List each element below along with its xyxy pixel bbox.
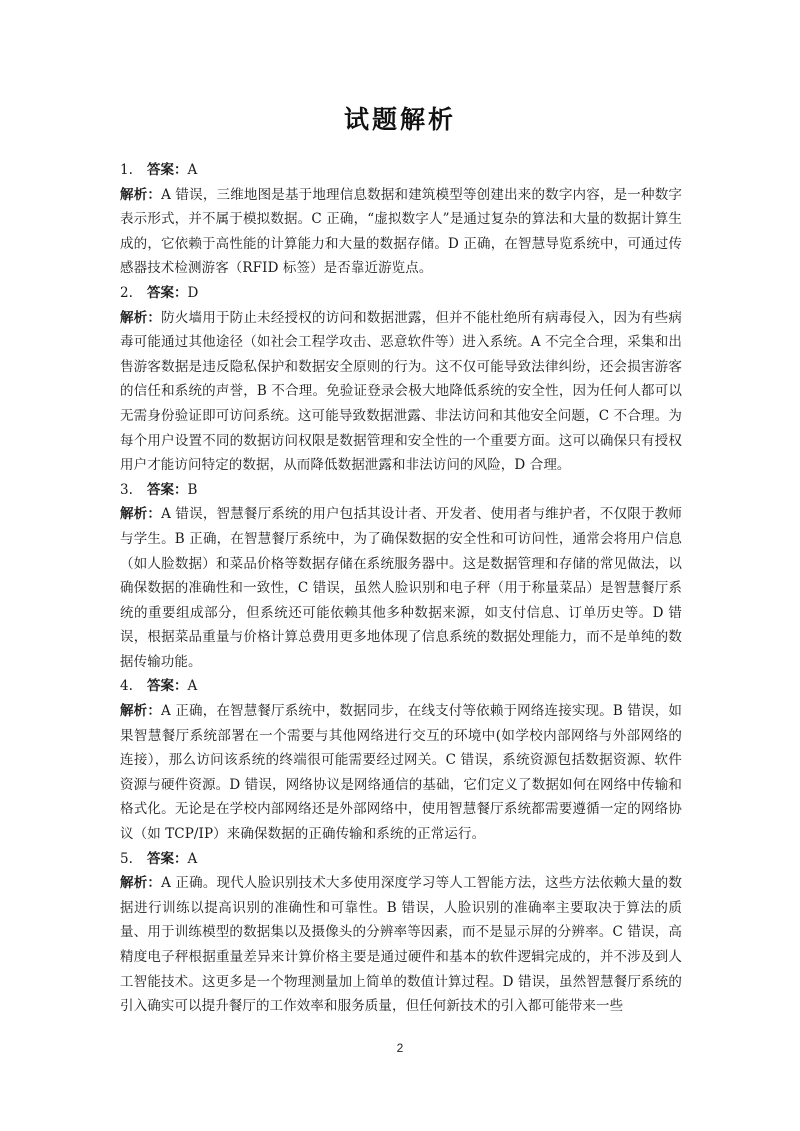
answer-value: B bbox=[187, 481, 198, 498]
analysis-text: A 正确，在智慧餐厅系统中，数据同步，在线支付等依赖于网络连接实现。B 错误，如果智慧餐厅系统部署在一个需要与其他网络进行交互的环境中(如学校内部网络与外部网络的连接），那么访问该系统的终端很可能需要经过网关。C 错误，系统资源包括数据资源、软件资源与硬件资源。D 错误，网络协议是网络通信的基础，它们定义了数据如何在网络中传输和格式化。无论是在学校内部网络还是外部网络中，使用智慧餐厅系统都需要遵循一定的网络协议（如 TCP/IP）来确保数据的正确传输和系统的正常运行。 bbox=[120, 703, 682, 843]
answer-value: A bbox=[187, 850, 198, 867]
answer-value: A bbox=[187, 678, 198, 695]
question-item bbox=[120, 158, 682, 281]
question-item bbox=[120, 281, 682, 478]
analysis-label: 解析： bbox=[120, 186, 162, 203]
analysis-paragraph bbox=[120, 183, 682, 281]
question-item bbox=[120, 847, 682, 1019]
analysis-paragraph bbox=[120, 502, 682, 674]
analysis-text: A 错误，智慧餐厅系统的用户包括其设计者、开发者、使用者与维护者，不仅限于教师与学生。B 正确，在智慧餐厅系统中，为了确保数据的安全性和可访问性，通常会将用户信息（如人脸数据）和菜品价格等数据存储在系统服务器中。这是数据管理和存储的常见做法，以确保数据的准确性和一致性，C 错误，虽然人脸识别和电子秤（用于称量菜品）是智慧餐厅系统的重要组成部分，但系统还可能依赖其他多种数据来源，如支付信息、订单历史等。D 错误，根据菜品重量与价格计算总费用更多地体现了信息系统的数据处理能力，而不是单纯的数据传输功能。 bbox=[120, 506, 682, 670]
question-header bbox=[120, 158, 682, 183]
analysis-paragraph bbox=[120, 699, 682, 847]
question-header bbox=[120, 281, 682, 306]
analysis-label: 解析： bbox=[120, 506, 162, 523]
question-number: 5. bbox=[120, 850, 133, 867]
question-item bbox=[120, 674, 682, 846]
analysis-label: 解析： bbox=[120, 309, 162, 326]
analysis-text: A 正确。现代人脸识别技术大多使用深度学习等人工智能方法，这些方法依赖大量的数据进行训练以提高识别的准确性和可靠性。B 错误，人脸识别的准确率主要取决于算法的质量、用于训练模型的数据集以及摄像头的分辨率等因素，而不是显示屏的分辨率。C 错误，高精度电子秤根据重量差异来计算价格主要是通过硬件和基本的软件逻辑完成的，并不涉及到人工智能技术。这更多是一个物理测量加上简单的数值计算过程。D 错误，虽然智慧餐厅系统的引入确实可以提升餐厅的工作效率和服务质量，但任何新技术的引入都可能带来一些 bbox=[120, 875, 682, 1015]
answer-label: 答案： bbox=[147, 850, 188, 867]
question-header bbox=[120, 674, 682, 699]
analysis-text: A 错误，三维地图是基于地理信息数据和建筑模型等创建出来的数字内容，是一种数字表示形式，并不属于模拟数据。C 正确，“虚拟数字人”是通过复杂的算法和大量的数据计算生成的，它依赖于高性能的计算能力和大量的数据存储。D 正确，在智慧导览系统中，可通过传感器技术检测游客（RFID 标签）是否靠近游览点。 bbox=[120, 186, 682, 277]
answer-label: 答案： bbox=[147, 481, 188, 498]
question-number: 4. bbox=[120, 678, 133, 695]
answer-analysis-list bbox=[120, 158, 682, 1019]
answer-value: A bbox=[187, 162, 198, 178]
page-number: 2 bbox=[396, 1041, 404, 1055]
page-title: 试题解析 bbox=[343, 105, 456, 134]
analysis-label: 解析： bbox=[120, 703, 162, 720]
analysis-paragraph bbox=[120, 306, 682, 478]
question-number: 2. bbox=[120, 284, 133, 301]
answer-label: 答案： bbox=[147, 678, 188, 695]
answer-value: D bbox=[187, 284, 199, 301]
answer-label: 答案： bbox=[147, 162, 188, 178]
answer-label: 答案： bbox=[147, 284, 188, 301]
question-header bbox=[120, 478, 682, 503]
question-header bbox=[120, 847, 682, 872]
analysis-paragraph bbox=[120, 871, 682, 1019]
analysis-text: 防火墙用于防止未经授权的访问和数据泄露，但并不能杜绝所有病毒侵入，因为有些病毒可能通过其他途径（如社会工程学攻击、恶意软件等）进入系统。A 不完全合理，采集和出售游客数据是违反隐私保护和数据安全原则的行为。这不仅可能导致法律纠纷，还会损害游客的信任和系统的声誉，B 不合理。免验证登录会极大地降低系统的安全性，因为任何人都可以无需身份验证即可访问系统。这可能导致数据泄露、非法访问和其他安全问题，C 不合理。为每个用户设置不同的数据访问权限是数据管理和安全性的一个重要方面。这可以确保只有授权用户才能访问特定的数据，从而降低数据泄露和非法访问的风险，D 合理。 bbox=[120, 309, 682, 474]
analysis-label: 解析： bbox=[120, 875, 162, 892]
question-number: 3. bbox=[120, 481, 133, 498]
question-number: 1. bbox=[120, 162, 133, 178]
question-item bbox=[120, 478, 682, 675]
